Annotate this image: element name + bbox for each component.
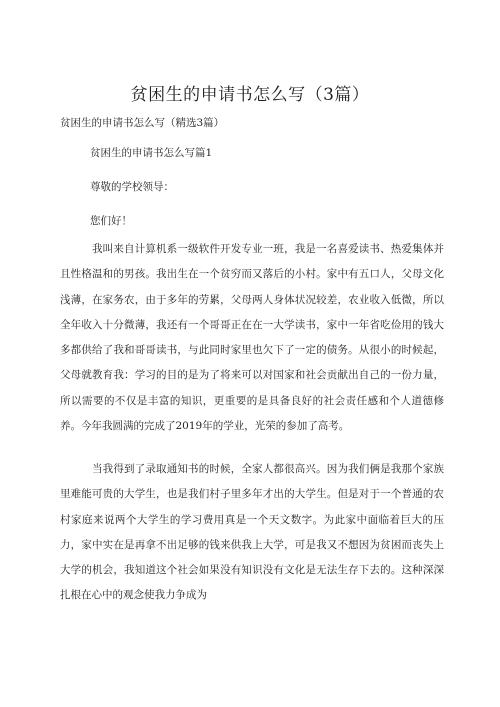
section-heading: 贫困生的申请书怎么写篇1	[90, 147, 213, 159]
body-paragraph: 我叫来自计算机系一级软件开发专业一班，我是一名喜爱读书、热爱集体并且性格温和的男孩。我出生在一个贫穷而又落后的小村。家中有五口人，父母文化浅薄，在家务农，由于多年的劳累，父母两人身体状况较差，农业收入低微，所以全年收入十分微薄，我还有一个哥哥正在在一大学读书，家中一年省吃俭用的钱大多都供给了我和哥哥读书，与此同时家里也欠下了一定的债务。从很小的时候起，父母就教育我：学习的目的是为了将来可以对国家和社会贡献出自己的一份力量，所以需要的不仅是丰富的知识，更重要的是具备良好的社会责任感和个人道德修养。今年我圆满的完成了2019年的学业，光荣的参加了高考。	[60, 243, 444, 433]
document-subtitle: 贫困生的申请书怎么写（精选3篇）	[60, 117, 225, 129]
salutation: 尊敬的学校领导：	[90, 181, 174, 193]
greeting: 您们好！	[90, 215, 132, 227]
document-title: 贫困生的申请书怎么写（3篇）	[130, 85, 370, 105]
body-paragraph: 当我得到了录取通知书的时候，全家人都很高兴。因为我们俩是我那个家族里难能可贵的大学生，也是我们村子里多年才出的大学生。但是对于一个普通的农村家庭来说两个大学生的学习费用真是一个天文数字。为此家中面临着巨大的压力，家中实在是再拿不出足够的钱来供我上大学，可是我又不想因为贫困而丧失上大学的机会，我知道这个社会如果没有知识没有文化是无法生存下去的。这种深深扎根在心中的观念使我力争成为	[60, 463, 444, 602]
